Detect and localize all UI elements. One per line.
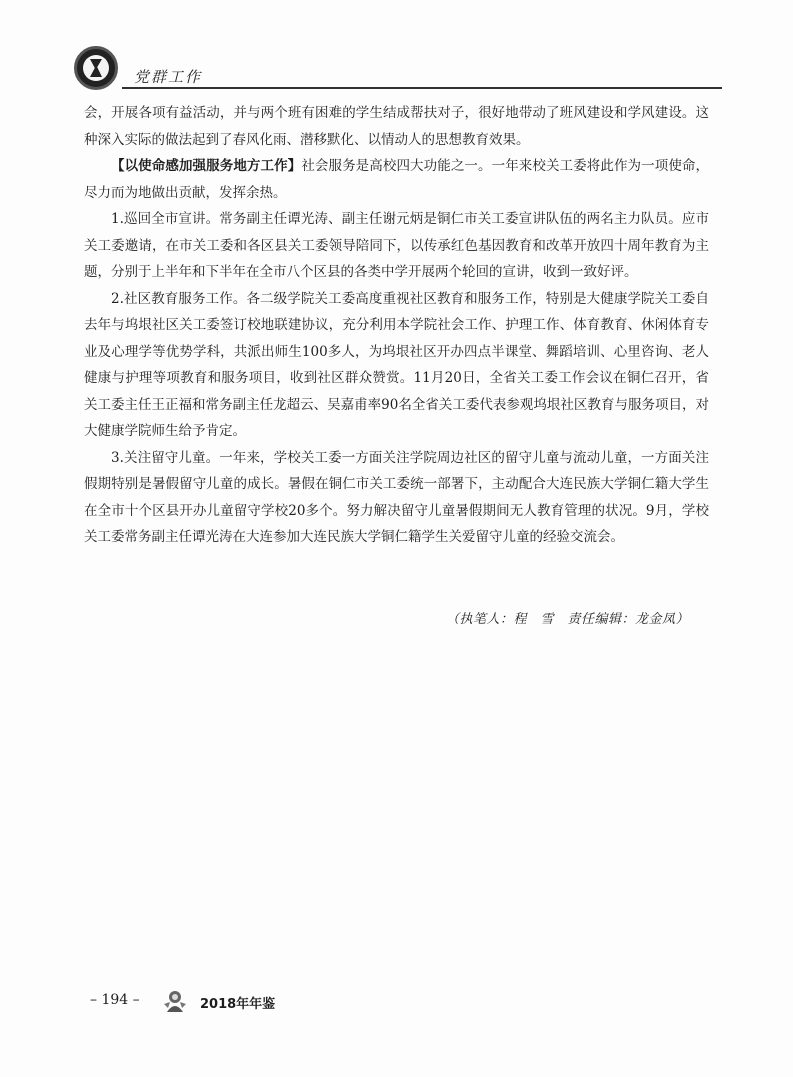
paragraph-item-2: 2.社区教育服务工作。各二级学院关工委高度重视社区教育和服务工作，特别是大健康学院关工委自去年与坞垠社区关工委签订校地联建协议，充分利用本学院社会工作、护理工作、体育教育、休闲体育专业及心理学等优势学科，共派出师生100多人，为坞垠社区开办四点半课堂、舞蹈培训、心里咨询、老人健康与护理等项教育和服务项目，收到社区群众赞赏。11月20日，全省关工委工作会议在铜仁召开，省关工委主任王正福和常务副主任龙超云、吴嘉甫率90名全省关工委代表参观坞垠社区教育与服务项目，对大健康学院师生给予肯定。 [84, 290, 709, 439]
paragraph-service [84, 153, 709, 206]
header-rule [122, 87, 722, 89]
paragraph-item-1: 1.巡回全市宣讲。常务副主任谭光涛、副主任谢元炳是铜仁市关工委宣讲队伍的两名主力队员。应市关工委邀请，在市关工委和各区县关工委领导陪同下，以传承红色基因教育和改革开放四十周年教育为主题，分别于上半年和下半年在全市八个区县的各类中学开展两个轮回的宣讲，收到一致好评。 [84, 211, 709, 280]
university-logo-icon [74, 46, 118, 90]
paragraph-item-3: 3.关注留守儿童。一年来，学校关工委一方面关注学院周边社区的留守儿童与流动儿童，一方面关注假期特别是暑假留守儿童的成长。暑假在铜仁市关工委统一部署下，主动配合大连民族大学铜仁籍大学生在全市十个区县开办儿童留守学校20多个。努力解决留守儿童暑假期间无人教育管理的状况。9月，学校关工委常务副主任谭光涛在大连参加大连民族大学铜仁籍学生关爱留守儿童的经验交流会。 [84, 449, 709, 545]
yearbook-title: 2018年年鉴 [200, 997, 276, 1012]
section-heading-text: 社会服务是高校四大功能之一。一年来校关工委将此作为一项使命，尽力而为地做出贡献，发挥余热。 [84, 158, 710, 201]
article-body [84, 100, 709, 551]
section-title: 党群工作 [134, 68, 203, 86]
mascot-icon [162, 988, 188, 1014]
page-footer [90, 988, 390, 1018]
paragraph-continued: 会，开展各项有益活动，并与两个班有困难的学生结成帮扶对子，很好地带动了班风建设和学风建设。这种深入实际的做法起到了春风化雨、潜移默化、以情动人的思想教育效果。 [84, 105, 709, 148]
author-credit: （执笔人：程 雪 责任编辑：龙金凤） [445, 612, 689, 627]
page-header [72, 46, 722, 92]
page-number: – 194 – [90, 992, 140, 1008]
section-heading: 【以使命感加强服务地方工作】 [111, 158, 302, 174]
